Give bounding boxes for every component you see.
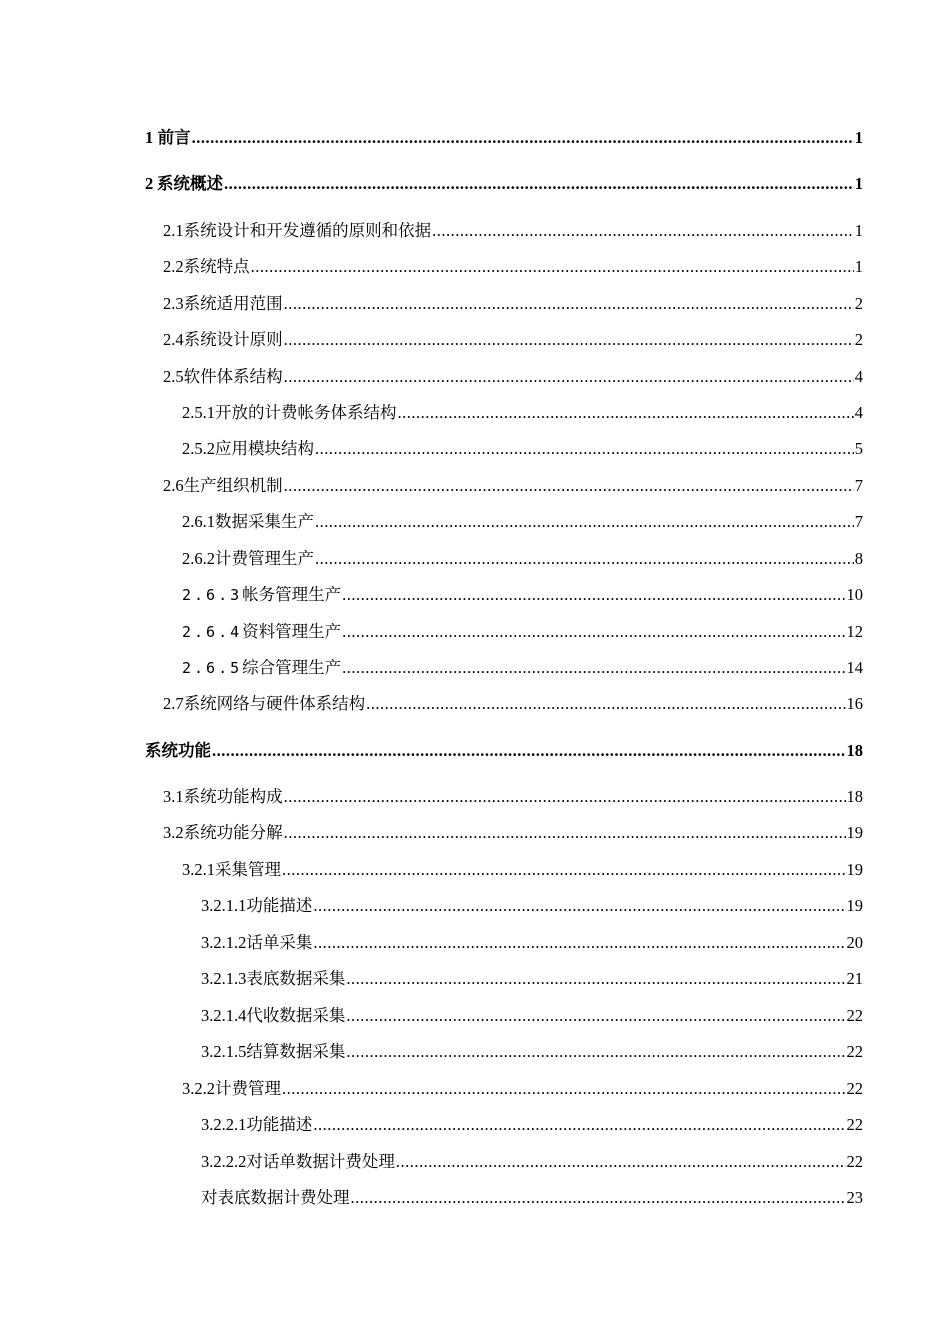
toc-leader xyxy=(346,1040,845,1064)
toc-entry-2-6-1[interactable] xyxy=(182,510,863,534)
toc-entry-2-6-4[interactable] xyxy=(182,620,863,644)
toc-page: 4 xyxy=(854,367,863,386)
toc-leader xyxy=(351,1186,846,1210)
toc-page: 1 xyxy=(854,257,863,276)
toc-entry-3-2-1-3[interactable] xyxy=(201,967,863,991)
toc-number: 1 xyxy=(145,128,154,147)
toc-leader xyxy=(284,292,854,316)
toc-number: 3.2.1.4 xyxy=(201,1006,247,1025)
toc-leader xyxy=(284,328,854,352)
toc-leader xyxy=(284,821,846,845)
toc-entry-3-2-1-5[interactable] xyxy=(201,1040,863,1064)
toc-leader xyxy=(346,967,845,991)
toc-number: 3.2.1.5 xyxy=(201,1042,247,1061)
toc-page: 14 xyxy=(846,658,863,677)
toc-leader xyxy=(396,1150,846,1174)
toc-entry-2-1[interactable] xyxy=(163,219,863,243)
toc-leader xyxy=(192,126,854,150)
toc-entry-2-5[interactable] xyxy=(163,365,863,389)
toc-number: 2.7 xyxy=(163,694,184,713)
toc-title: 系统适用范围 xyxy=(183,294,283,313)
toc-entry-2-5-1[interactable] xyxy=(182,401,863,425)
toc-entry-3-2[interactable] xyxy=(163,821,863,845)
toc-title: 代收数据采集 xyxy=(246,1006,346,1025)
toc-number: 3.2.2 xyxy=(182,1079,215,1098)
toc-entry-3-2-1-1[interactable] xyxy=(201,894,863,918)
toc-number: 2 xyxy=(145,174,154,193)
toc-number: 3.2.1.1 xyxy=(201,896,247,915)
toc-title: 话单采集 xyxy=(246,933,313,952)
toc-leader xyxy=(342,656,845,680)
toc-page: 18 xyxy=(846,741,863,760)
toc-title: 功能描述 xyxy=(246,896,313,915)
toc-leader xyxy=(282,858,846,882)
toc-number: 2.4 xyxy=(163,330,184,349)
toc-title: 计费管理 xyxy=(215,1079,281,1098)
toc-leader xyxy=(251,255,854,279)
toc-number: 2.1 xyxy=(163,221,184,240)
toc-title: 系统功能 xyxy=(145,741,211,760)
toc-page: 7 xyxy=(854,512,863,531)
toc-page: 22 xyxy=(846,1006,863,1025)
toc-page: 7 xyxy=(854,476,863,495)
toc-page: 22 xyxy=(846,1115,863,1134)
toc-title: 软件体系结构 xyxy=(183,367,283,386)
toc-page: 19 xyxy=(846,860,863,879)
toc-title: 计费管理生产 xyxy=(215,549,314,568)
toc-leader xyxy=(346,1004,845,1028)
toc-title: 功能描述 xyxy=(246,1115,313,1134)
toc-leader xyxy=(432,219,854,243)
toc-page: 22 xyxy=(846,1079,863,1098)
toc-leader xyxy=(282,1077,846,1101)
toc-title: 系统概述 xyxy=(156,174,223,193)
toc-entry-2-4[interactable] xyxy=(163,328,863,352)
toc-number: 3.1 xyxy=(163,787,184,806)
toc-entry-2[interactable] xyxy=(145,172,863,196)
toc-page: 19 xyxy=(846,896,863,915)
toc-title: 综合管理生产 xyxy=(242,658,342,677)
toc-leader xyxy=(315,547,854,571)
toc-title: 开放的计费帐务体系结构 xyxy=(215,403,397,422)
toc-number: 2.3 xyxy=(163,294,184,313)
toc-page: 16 xyxy=(846,694,863,713)
toc-leader xyxy=(398,401,854,425)
toc-page: 19 xyxy=(846,823,863,842)
toc-title: 系统设计和开发遵循的原则和依据 xyxy=(183,221,432,240)
toc-page: 23 xyxy=(846,1188,863,1207)
toc-page: 5 xyxy=(854,439,863,458)
toc-title: 表底数据采集 xyxy=(246,969,346,988)
toc-entry-system-functions[interactable] xyxy=(145,739,863,763)
toc-entry-3-2-1-2[interactable] xyxy=(201,931,863,955)
toc-title: 系统特点 xyxy=(183,257,250,276)
toc-number: 2.2 xyxy=(163,257,184,276)
toc-entry-2-6-2[interactable] xyxy=(182,547,863,571)
toc-page: 1 xyxy=(854,174,863,193)
toc-entry-2-3[interactable] xyxy=(163,292,863,316)
toc-entry-2-6-5[interactable] xyxy=(182,656,863,680)
toc-number: 2.5.1 xyxy=(182,403,215,422)
toc-number: 2.6.1 xyxy=(182,512,215,531)
toc-leader xyxy=(313,894,845,918)
toc-page: 18 xyxy=(846,787,863,806)
toc-leader xyxy=(284,474,854,498)
toc-page: 2 xyxy=(854,330,863,349)
toc-entry-3-2-2[interactable] xyxy=(182,1077,863,1101)
toc-entry-3-2-1[interactable] xyxy=(182,858,863,882)
toc-number: 3.2.1.2 xyxy=(201,933,247,952)
toc-page: 22 xyxy=(846,1152,863,1171)
toc-number: 2.6.4 xyxy=(182,623,243,641)
toc-leader xyxy=(366,692,845,716)
toc-entry-2-6[interactable] xyxy=(163,474,863,498)
toc-title: 前言 xyxy=(157,128,191,147)
toc-leader xyxy=(342,583,845,607)
toc-title: 生产组织机制 xyxy=(183,476,283,495)
toc-entry-2-2[interactable] xyxy=(163,255,863,279)
toc-leader xyxy=(212,739,846,763)
toc-entry-3-2-2-2[interactable] xyxy=(201,1150,863,1174)
toc-leader xyxy=(315,437,854,461)
toc-number: 2.6.2 xyxy=(182,549,215,568)
toc-leader xyxy=(224,172,854,196)
toc-number: 3.2.1 xyxy=(182,860,215,879)
toc-leader xyxy=(342,620,845,644)
toc-title: 对话单数据计费处理 xyxy=(246,1152,395,1171)
toc-page: 1 xyxy=(854,128,863,147)
toc-title: 对表底数据计费处理 xyxy=(201,1188,350,1207)
toc-page: 20 xyxy=(846,933,863,952)
toc-entry-2-5-2[interactable] xyxy=(182,437,863,461)
toc-title: 应用模块结构 xyxy=(215,439,314,458)
toc-title: 帐务管理生产 xyxy=(242,585,342,604)
toc-page: 21 xyxy=(846,969,863,988)
toc-page: 8 xyxy=(854,549,863,568)
toc-page: 1 xyxy=(854,221,863,240)
toc-leader xyxy=(313,1113,845,1137)
toc-title: 采集管理 xyxy=(215,860,281,879)
toc-title: 数据采集生产 xyxy=(215,512,314,531)
toc-entry-2-6-3[interactable] xyxy=(182,583,863,607)
toc-title: 结算数据采集 xyxy=(246,1042,346,1061)
toc-entry-3-1[interactable] xyxy=(163,785,863,809)
toc-leader xyxy=(284,365,854,389)
toc-entry-3-2-1-4[interactable] xyxy=(201,1004,863,1028)
toc-entry-table-billing[interactable] xyxy=(201,1186,863,1210)
toc-title: 系统网络与硬件体系结构 xyxy=(183,694,366,713)
toc-number: 2.6.5 xyxy=(182,659,243,677)
toc-number: 3.2.1.3 xyxy=(201,969,247,988)
toc-number: 2.6.3 xyxy=(182,586,243,604)
toc-title: 资料管理生产 xyxy=(242,622,342,641)
toc-number: 2.6 xyxy=(163,476,184,495)
toc-page: 12 xyxy=(846,622,863,641)
toc-entry-3-2-2-1[interactable] xyxy=(201,1113,863,1137)
toc-entry-2-7[interactable] xyxy=(163,692,863,716)
toc-number: 3.2 xyxy=(163,823,184,842)
toc-entry-1[interactable] xyxy=(145,126,863,150)
toc-page: 2 xyxy=(854,294,863,313)
toc-number: 2.5.2 xyxy=(182,439,215,458)
toc-title: 系统功能分解 xyxy=(183,823,283,842)
toc-leader xyxy=(313,931,845,955)
toc-page: 22 xyxy=(846,1042,863,1061)
toc-number: 3.2.2.1 xyxy=(201,1115,247,1134)
toc-title: 系统功能构成 xyxy=(183,787,283,806)
toc-page: 10 xyxy=(846,585,863,604)
toc-number: 2.5 xyxy=(163,367,184,386)
toc-leader xyxy=(315,510,854,534)
toc-number: 3.2.2.2 xyxy=(201,1152,247,1171)
toc-title: 系统设计原则 xyxy=(183,330,283,349)
toc-leader xyxy=(284,785,846,809)
toc-page: 4 xyxy=(854,403,863,422)
